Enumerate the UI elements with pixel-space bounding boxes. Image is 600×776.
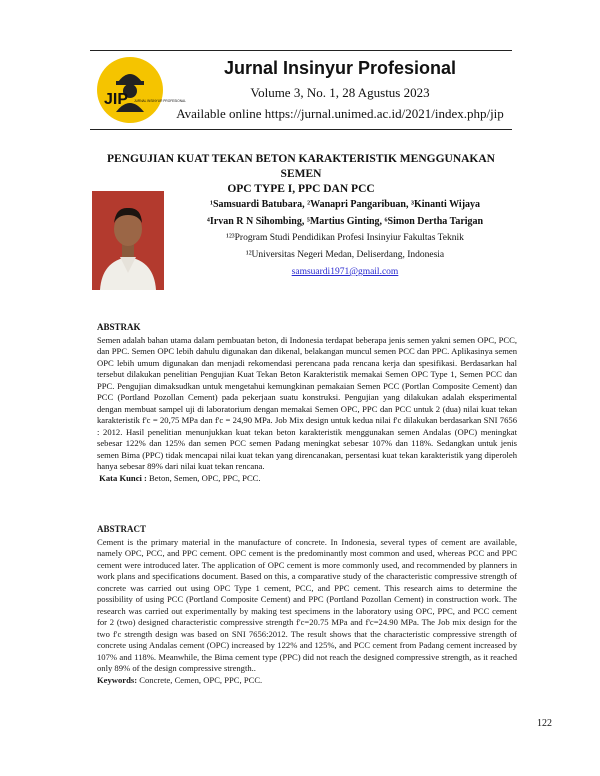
affiliation-university: ¹²Universitas Negeri Medan, Deliserdang, Indonesia (245, 250, 445, 260)
journal-volume: Volume 3, No. 1, 28 Agustus 2023 (250, 85, 430, 100)
header-bottom-rule (90, 129, 512, 130)
affiliation-program: ¹²³Program Studi Pendidikan Profesi Insinyiur Fakultas Teknik (226, 233, 464, 243)
journal-logo (96, 56, 186, 124)
header-top-rule (90, 50, 512, 51)
abstract-keywords-label: Keywords: (97, 674, 138, 685)
journal-title: Jurnal Insinyur Profesional (223, 58, 457, 78)
abstract-body: Cement is the primary material in the manufacture of concrete. In Indonesia, several types of cement are available, namely OPC, PCC, and PPC cement. OPC cement is the predominantly most common and used, whereas PCC and PPC cement were introduced later. The application of OPC cement is more commonly used, and recommended by planners in work plans and specifications document. Based on this, a comparative study of the characteristic compressive strength of concrete was carried out using OPC Type 1 cement, PCC, and PPC cement. This research aims to determine the possibility of using PCC (Portland Composite Cement) and PPC (Portland Pozollan Cement) in construction work. The research was carried out experimentally by making test specimens in the laboratory using OPC, PPC, and PCC cement for 2 (two) designed characteristic compressive strength f'c=20.75 MPa and f'c=24.90 MPa. The Job mix design for the two f'c strength design was based on SNI 7656:2012. The result shows that the characteristic compressive strength of concrete using Andalas cement (OPC) increased by 122% and 125%, and PCC cement from Padang cement increased by 107% and 118%. Meanwhile, the Bima cement type (PPC) did not reach the designed compressive strength, as it reached only 89% of the design compressive strength.. (97, 536, 517, 673)
abstract-keywords (97, 675, 517, 687)
logo-small-lettering: JURNAL INSINYUR PROFESIONAL (134, 99, 186, 103)
abstract-section (97, 524, 517, 686)
paper-title-line-2: OPC TYPE I, PPC DAN PCC (227, 183, 375, 195)
abstrak-keywords-label: Kata Kunci : (99, 472, 147, 483)
abstrak-keywords-values: Beton, Semen, OPC, PPC, PCC. (146, 472, 261, 483)
abstrak-section (97, 322, 517, 484)
author-email-link[interactable]: samsuardi1971@gmail.com (291, 267, 399, 277)
abstrak-keywords (97, 473, 517, 485)
authors-line-1: ¹Samsuardi Batubara, ²Wanapri Pangaribuan, ³Kinanti Wijaya (209, 199, 481, 210)
authors-line-2: ⁴Irvan R N Sihombing, ⁵Martius Ginting, ⁶Simon Dertha Tarigan (206, 216, 484, 227)
abstract-heading: ABSTRACT (97, 524, 147, 534)
abstract-keywords-values: Concrete, Cemen, OPC, PPC, PCC. (137, 674, 263, 685)
logo-lettering: JIP (104, 91, 129, 108)
abstrak-heading: ABSTRAK (97, 322, 141, 332)
paper-title-line-1: PENGUJIAN KUAT TEKAN BETON KARAKTERISTIK MENGGUNAKAN SEMEN (107, 153, 495, 180)
page-number: 122 (537, 718, 552, 729)
authors-block (175, 196, 515, 281)
abstrak-body: Semen adalah bahan utama dalam pembuatan beton, di Indonesia terdapat beberapa jenis semen yakni semen OPC, PCC, dan PPC. Semen OPC lebih dahulu digunakan dan dikenal, belakangan muncul semen PCC dan PPC. Aplikasinya semen OPC lebih umum digunakan dan menjadi rekomendasi perencana pada rencana kerja dan spesifikasi. Berdasarkan hal tersebut dilakukan penelitian Pengujian Kuat Tekan Beton Karakteristik memakai Semen OPC Type 1, Semen PCC dan PPC. Pengujian dimaksudkan untuk mengetahui kemungkinan pemakaian Semen PCC (Portlan Composite Cement) dan PCC (Portland Pozollan Cement) pada pekerjaan suatu konstruksi. Pengujian yang dilakukan adalah eksperimental dengan membuat sampel uji di laboratorium dengan memakai Semen OPC, PPC dan PCC untuk 2 (dua) nilai kuat tekan karakteristik f'c = 20,75 MPa dan f'c = 24,90 MPa. Job Mix design untuk kedua nilai f'c dilakukan berdasarkan SNI 7656 : 2012. Hasil penelitian menunjukkan kuat tekan beton karakteristik menggunakan semen Andalas (OPC) meningkat sebesar 122% dan 125% dan semen PCC semen Padang meningkat sebesar 107% dan 118%. Sedangkan untuk jenis semen Bima (PPC) tidak mencapai nilai kuat tekan yang direncanakan, persentasi kuat tekan karakteristik yang diperoleh hanya sebesar 89% dari nilai kuat tekan rencana. (97, 334, 517, 471)
journal-masthead (170, 58, 510, 122)
author-photo (92, 191, 164, 290)
journal-online-url: Available online https://jurnal.unimed.ac.id/2021/index.php/jip (176, 106, 504, 121)
